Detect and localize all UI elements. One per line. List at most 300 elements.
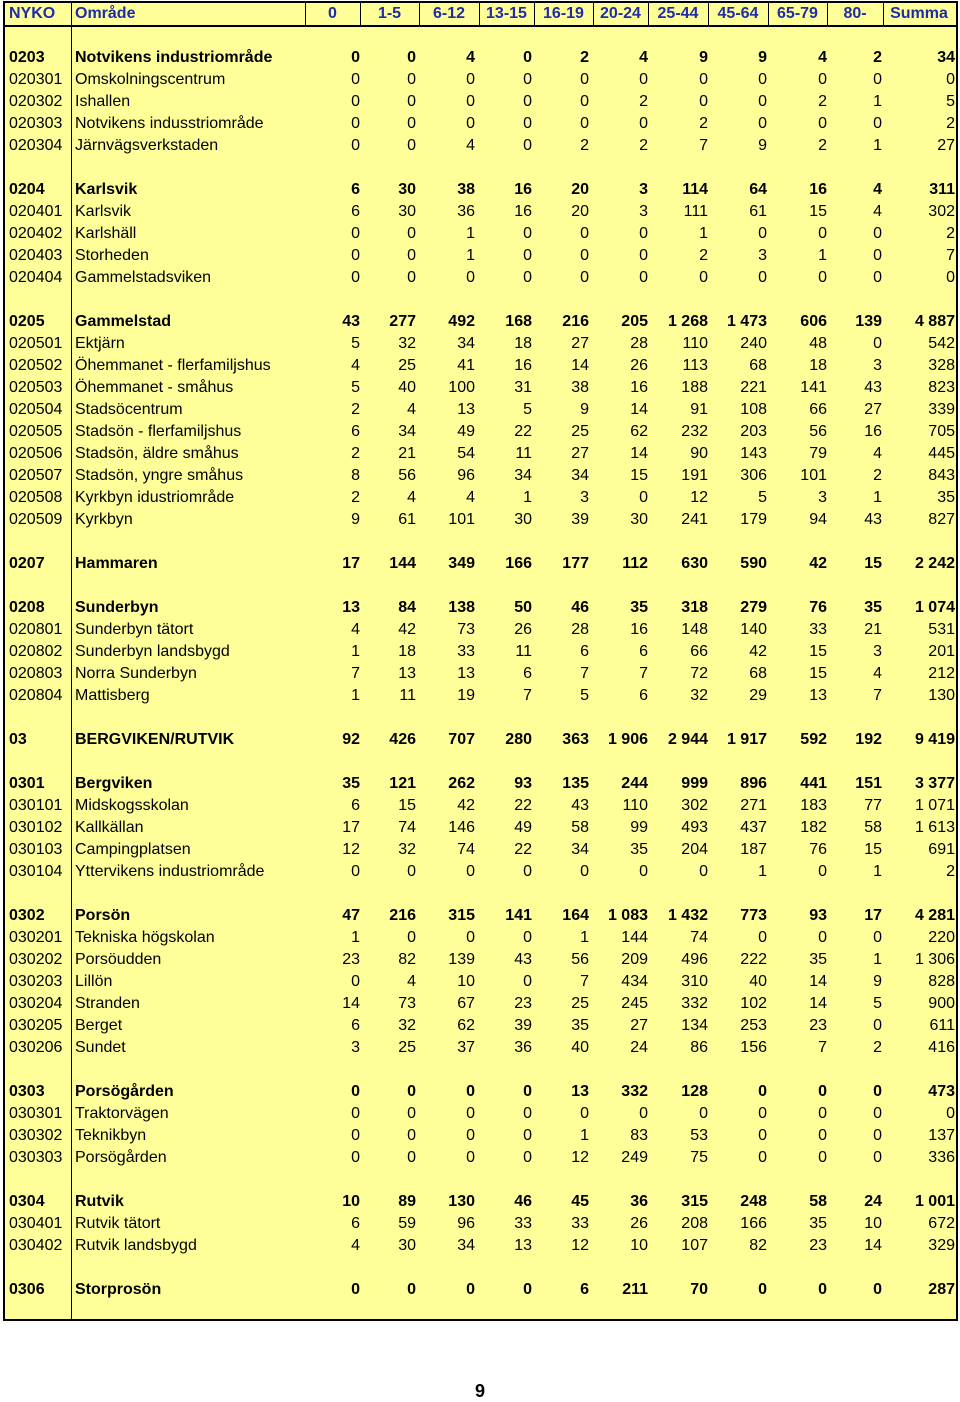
cell-omrade: Karlsvik [75, 203, 132, 220]
table-row [5, 971, 956, 993]
cell-omrade: Rutvik [75, 1193, 124, 1210]
cell-age-80: 151 [855, 775, 882, 792]
table-row [5, 69, 956, 91]
cell-age-16-19: 27 [571, 445, 589, 462]
cell-summa: 2 [946, 863, 955, 880]
cell-age-80: 3 [873, 357, 882, 374]
cell-age-1-5: 0 [407, 247, 416, 264]
table-row-total [5, 311, 956, 333]
cell-age-80: 0 [873, 335, 882, 352]
cell-age-1-5: 74 [398, 819, 416, 836]
table-row [5, 685, 956, 707]
cell-omrade: Notvikens industriområde [75, 49, 273, 66]
cell-nyko: 030301 [9, 1105, 63, 1122]
cell-age-16-19: 43 [571, 797, 589, 814]
cell-age-20-24: 1 083 [607, 907, 648, 924]
cell-age-20-24: 15 [630, 467, 648, 484]
cell-age-45-64: 773 [740, 907, 767, 924]
cell-age-65-79: 441 [800, 775, 827, 792]
cell-age-20-24: 332 [621, 1083, 648, 1100]
cell-age-20-24: 26 [630, 357, 648, 374]
table-row [5, 619, 956, 641]
cell-age-16-19: 28 [571, 621, 589, 638]
cell-age-6-12: 4 [466, 49, 475, 66]
cell-age-65-79: 14 [809, 973, 827, 990]
cell-age-16-19: 6 [580, 1281, 589, 1298]
cell-age-1-5: 59 [398, 1215, 416, 1232]
cell-age-1-5: 84 [398, 599, 416, 616]
cell-age-25-44: 630 [681, 555, 708, 572]
cell-age-20-24: 62 [630, 423, 648, 440]
cell-age-0: 0 [351, 973, 360, 990]
cell-age-45-64: 222 [740, 951, 767, 968]
cell-age-1-5: 30 [398, 181, 416, 198]
cell-age-45-64: 140 [740, 621, 767, 638]
cell-age-6-12: 0 [466, 1127, 475, 1144]
cell-age-25-44: 0 [699, 93, 708, 110]
cell-nyko: 030302 [9, 1127, 63, 1144]
cell-age-16-19: 0 [580, 115, 589, 132]
table-row [5, 663, 956, 685]
cell-nyko: 020501 [9, 335, 63, 352]
cell-age-1-5: 144 [389, 555, 416, 572]
cell-age-25-44: 0 [699, 863, 708, 880]
cell-age-80: 1 [873, 489, 882, 506]
cell-summa: 843 [928, 467, 955, 484]
cell-age-80: 5 [873, 995, 882, 1012]
cell-age-20-24: 205 [621, 313, 648, 330]
cell-age-13-15: 141 [505, 907, 532, 924]
cell-age-0: 6 [351, 181, 360, 198]
cell-age-6-12: 34 [457, 1237, 475, 1254]
cell-nyko: 020503 [9, 379, 63, 396]
cell-age-1-5: 0 [407, 93, 416, 110]
cell-omrade: Campingplatsen [75, 841, 191, 858]
table-row [5, 1103, 956, 1125]
cell-age-0: 10 [342, 1193, 360, 1210]
cell-age-25-44: 66 [690, 643, 708, 660]
cell-summa: 5 [946, 93, 955, 110]
cell-omrade: Karlsvik [75, 181, 138, 198]
cell-age-6-12: 139 [448, 951, 475, 968]
cell-age-20-24: 6 [639, 643, 648, 660]
table-row [5, 245, 956, 267]
cell-age-16-19: 135 [562, 775, 589, 792]
cell-age-16-19: 2 [580, 137, 589, 154]
cell-age-65-79: 183 [800, 797, 827, 814]
cell-age-25-44: 12 [690, 489, 708, 506]
cell-age-6-12: 0 [466, 115, 475, 132]
cell-age-80: 7 [873, 687, 882, 704]
cell-omrade: Porsögården [75, 1083, 174, 1100]
cell-age-1-5: 0 [407, 269, 416, 286]
cell-age-6-12: 0 [466, 71, 475, 88]
cell-age-65-79: 4 [818, 49, 827, 66]
cell-nyko: 020801 [9, 621, 63, 638]
cell-age-45-64: 143 [740, 445, 767, 462]
cell-age-13-15: 0 [523, 1105, 532, 1122]
cell-omrade: Omskolningscentrum [75, 71, 226, 88]
cell-age-20-24: 3 [639, 203, 648, 220]
cell-age-20-24: 2 [639, 93, 648, 110]
cell-age-6-12: 0 [466, 1105, 475, 1122]
cell-nyko: 0207 [9, 555, 45, 572]
cell-age-1-5: 32 [398, 335, 416, 352]
cell-omrade: Tekniska högskolan [75, 929, 215, 946]
header-divider [648, 3, 649, 25]
cell-age-1-5: 32 [398, 841, 416, 858]
cell-nyko: 0303 [9, 1083, 45, 1100]
cell-summa: 900 [928, 995, 955, 1012]
cell-age-1-5: 0 [407, 1127, 416, 1144]
cell-summa: 2 [946, 115, 955, 132]
cell-age-45-64: 68 [749, 665, 767, 682]
cell-age-1-5: 4 [407, 973, 416, 990]
cell-age-13-15: 13 [514, 1237, 532, 1254]
cell-age-13-15: 280 [505, 731, 532, 748]
cell-age-80: 139 [855, 313, 882, 330]
cell-omrade: Karlshäll [75, 225, 137, 242]
cell-nyko: 020302 [9, 93, 63, 110]
header-age-16-19: 16-19 [543, 5, 584, 22]
table-row [5, 861, 956, 883]
cell-omrade: Sundet [75, 1039, 126, 1056]
cell-age-13-15: 0 [523, 929, 532, 946]
cell-age-80: 0 [873, 247, 882, 264]
header-age-20-24: 20-24 [600, 5, 641, 22]
cell-age-6-12: 96 [457, 467, 475, 484]
cell-age-6-12: 13 [457, 665, 475, 682]
cell-age-80: 4 [873, 181, 882, 198]
cell-age-13-15: 30 [514, 511, 532, 528]
cell-age-6-12: 0 [466, 1281, 475, 1298]
table-row [5, 421, 956, 443]
cell-age-45-64: 68 [749, 357, 767, 374]
cell-age-20-24: 14 [630, 401, 648, 418]
cell-omrade: Gammelstad [75, 313, 172, 330]
cell-nyko: 020401 [9, 203, 63, 220]
cell-age-1-5: 30 [398, 1237, 416, 1254]
cell-age-25-44: 191 [681, 467, 708, 484]
cell-age-1-5: 0 [407, 115, 416, 132]
cell-nyko: 030402 [9, 1237, 63, 1254]
cell-age-0: 35 [342, 775, 360, 792]
cell-age-0: 47 [342, 907, 360, 924]
cell-nyko: 030102 [9, 819, 63, 836]
cell-summa: 311 [929, 181, 955, 198]
cell-age-20-24: 1 906 [607, 731, 648, 748]
cell-age-80: 77 [864, 797, 882, 814]
cell-nyko: 020404 [9, 269, 63, 286]
cell-nyko: 020804 [9, 687, 63, 704]
cell-age-65-79: 35 [809, 1215, 827, 1232]
cell-age-13-15: 33 [514, 1215, 532, 1232]
cell-age-45-64: 1 [758, 863, 767, 880]
cell-age-13-15: 22 [514, 841, 532, 858]
cell-age-0: 0 [351, 269, 360, 286]
cell-age-20-24: 4 [639, 49, 648, 66]
cell-age-0: 8 [351, 467, 360, 484]
cell-age-65-79: 0 [818, 1083, 827, 1100]
header-age-45-64: 45-64 [717, 5, 759, 22]
cell-age-20-24: 110 [622, 797, 648, 814]
cell-age-80: 27 [864, 401, 882, 418]
cell-age-65-79: 141 [800, 379, 827, 396]
table-row-total [5, 47, 956, 69]
table-row-total [5, 1191, 956, 1213]
cell-age-20-24: 211 [622, 1281, 648, 1298]
cell-age-45-64: 0 [758, 93, 767, 110]
cell-age-25-44: 318 [681, 599, 708, 616]
cell-age-25-44: 2 944 [667, 731, 708, 748]
cell-summa: 0 [946, 1105, 955, 1122]
cell-age-65-79: 48 [809, 335, 827, 352]
cell-age-16-19: 7 [580, 665, 589, 682]
cell-age-45-64: 0 [758, 1083, 767, 1100]
cell-nyko: 0204 [9, 181, 45, 198]
cell-age-0: 2 [351, 401, 360, 418]
cell-age-25-44: 32 [690, 687, 708, 704]
cell-age-20-24: 0 [639, 247, 648, 264]
cell-age-65-79: 101 [800, 467, 827, 484]
cell-age-25-44: 128 [681, 1083, 708, 1100]
cell-age-1-5: 13 [398, 665, 416, 682]
cell-age-0: 0 [351, 1083, 360, 1100]
cell-age-13-15: 22 [514, 797, 532, 814]
cell-age-45-64: 3 [758, 247, 767, 264]
cell-age-6-12: 49 [457, 423, 475, 440]
cell-age-13-15: 16 [514, 357, 532, 374]
cell-omrade: Stadsön, yngre småhus [75, 467, 244, 484]
cell-nyko: 030204 [9, 995, 63, 1012]
cell-age-20-24: 209 [621, 951, 648, 968]
cell-age-80: 16 [864, 423, 882, 440]
cell-nyko: 0301 [9, 775, 45, 792]
cell-nyko: 030201 [9, 929, 63, 946]
cell-summa: 542 [928, 335, 955, 352]
cell-age-6-12: 1 [466, 225, 475, 242]
cell-age-1-5: 25 [398, 1039, 416, 1056]
cell-age-6-12: 0 [466, 863, 475, 880]
cell-summa: 2 [946, 225, 955, 242]
cell-nyko: 020504 [9, 401, 63, 418]
cell-age-80: 15 [864, 555, 882, 572]
cell-age-0: 0 [351, 247, 360, 264]
cell-age-45-64: 9 [758, 49, 767, 66]
cell-age-16-19: 0 [580, 269, 589, 286]
cell-age-80: 15 [864, 841, 882, 858]
cell-age-13-15: 0 [523, 269, 532, 286]
cell-age-6-12: 96 [457, 1215, 475, 1232]
cell-summa: 445 [928, 445, 955, 462]
cell-omrade: Öhemmanet - flerfamiljshus [75, 357, 271, 374]
cell-age-0: 17 [342, 819, 360, 836]
cell-age-1-5: 426 [389, 731, 416, 748]
cell-omrade: Porsögården [75, 1149, 167, 1166]
cell-age-0: 92 [342, 731, 360, 748]
header-divider [360, 3, 361, 25]
cell-age-20-24: 24 [630, 1039, 648, 1056]
cell-omrade: Midskogsskolan [75, 797, 189, 814]
cell-age-20-24: 0 [639, 269, 648, 286]
cell-age-13-15: 34 [514, 467, 532, 484]
cell-age-6-12: 146 [448, 819, 475, 836]
cell-age-80: 2 [873, 49, 882, 66]
cell-age-80: 0 [873, 1281, 882, 1298]
cell-age-1-5: 25 [398, 357, 416, 374]
cell-nyko: 030104 [9, 863, 63, 880]
cell-age-25-44: 86 [690, 1039, 708, 1056]
cell-age-20-24: 0 [639, 71, 648, 88]
cell-age-45-64: 40 [749, 973, 767, 990]
cell-age-16-19: 58 [571, 819, 589, 836]
cell-age-45-64: 306 [740, 467, 767, 484]
cell-age-13-15: 11 [515, 445, 532, 462]
cell-age-65-79: 35 [809, 951, 827, 968]
cell-age-80: 4 [873, 665, 882, 682]
cell-summa: 2 242 [914, 555, 955, 572]
cell-age-20-24: 27 [630, 1017, 648, 1034]
cell-age-45-64: 896 [740, 775, 767, 792]
cell-age-0: 12 [342, 841, 360, 858]
cell-omrade: Rutvik landsbygd [75, 1237, 197, 1254]
cell-age-20-24: 0 [639, 115, 648, 132]
cell-age-20-24: 6 [639, 687, 648, 704]
cell-age-20-24: 83 [630, 1127, 648, 1144]
cell-age-20-24: 14 [630, 445, 648, 462]
cell-age-0: 4 [351, 1237, 360, 1254]
cell-age-6-12: 315 [448, 907, 475, 924]
cell-age-65-79: 42 [809, 555, 827, 572]
cell-age-0: 6 [351, 423, 360, 440]
cell-age-0: 4 [351, 357, 360, 374]
cell-age-25-44: 7 [699, 137, 708, 154]
cell-omrade: Gammelstadsviken [75, 269, 212, 286]
cell-age-65-79: 0 [818, 1127, 827, 1144]
cell-age-45-64: 0 [758, 225, 767, 242]
cell-age-25-44: 134 [681, 1017, 708, 1034]
cell-nyko: 0205 [9, 313, 45, 330]
cell-age-25-44: 241 [681, 511, 708, 528]
cell-age-0: 9 [351, 511, 360, 528]
cell-summa: 1 613 [914, 819, 955, 836]
cell-age-65-79: 0 [818, 1105, 827, 1122]
cell-age-0: 0 [351, 49, 360, 66]
cell-age-13-15: 7 [523, 687, 532, 704]
cell-age-25-44: 75 [690, 1149, 708, 1166]
cell-age-20-24: 0 [639, 1105, 648, 1122]
cell-age-16-19: 0 [580, 71, 589, 88]
cell-age-0: 0 [351, 71, 360, 88]
cell-age-80: 0 [873, 115, 882, 132]
cell-age-13-15: 5 [523, 401, 532, 418]
table-row-total [5, 553, 956, 575]
cell-age-16-19: 6 [580, 643, 589, 660]
cell-age-25-44: 107 [681, 1237, 708, 1254]
cell-age-65-79: 592 [800, 731, 827, 748]
cell-age-45-64: 0 [758, 1127, 767, 1144]
cell-age-65-79: 0 [818, 863, 827, 880]
cell-age-1-5: 0 [407, 137, 416, 154]
cell-age-13-15: 0 [523, 973, 532, 990]
cell-age-45-64: 82 [749, 1237, 767, 1254]
cell-nyko: 030203 [9, 973, 63, 990]
cell-age-16-19: 56 [571, 951, 589, 968]
cell-summa: 823 [928, 379, 955, 396]
cell-age-16-19: 177 [562, 555, 589, 572]
cell-age-80: 9 [873, 973, 882, 990]
cell-age-25-44: 208 [681, 1215, 708, 1232]
cell-age-45-64: 1 473 [726, 313, 767, 330]
cell-age-16-19: 3 [580, 489, 589, 506]
cell-age-13-15: 46 [514, 1193, 532, 1210]
cell-summa: 329 [928, 1237, 955, 1254]
cell-age-80: 2 [873, 467, 882, 484]
cell-age-65-79: 14 [809, 995, 827, 1012]
cell-age-45-64: 1 917 [726, 731, 767, 748]
table-row [5, 1235, 956, 1257]
cell-age-20-24: 249 [621, 1149, 648, 1166]
cell-age-6-12: 4 [466, 489, 475, 506]
cell-omrade: Stranden [75, 995, 140, 1012]
cell-age-16-19: 34 [571, 841, 589, 858]
cell-age-25-44: 0 [699, 71, 708, 88]
cell-age-13-15: 0 [523, 1083, 532, 1100]
table-row [5, 839, 956, 861]
table-row [5, 1125, 956, 1147]
cell-age-6-12: 349 [448, 555, 475, 572]
cell-age-6-12: 74 [457, 841, 475, 858]
cell-age-25-44: 70 [690, 1281, 708, 1298]
cell-age-65-79: 16 [809, 181, 827, 198]
cell-age-0: 6 [351, 797, 360, 814]
cell-age-80: 2 [873, 1039, 882, 1056]
cell-summa: 137 [928, 1127, 955, 1144]
cell-age-13-15: 0 [523, 49, 532, 66]
cell-age-16-19: 164 [562, 907, 589, 924]
cell-age-6-12: 0 [466, 93, 475, 110]
cell-age-45-64: 279 [740, 599, 767, 616]
cell-age-65-79: 0 [818, 1281, 827, 1298]
cell-age-25-44: 72 [690, 665, 708, 682]
table-row-total [5, 179, 956, 201]
cell-age-16-19: 2 [580, 49, 589, 66]
cell-age-0: 0 [351, 1105, 360, 1122]
cell-age-25-44: 999 [681, 775, 708, 792]
cell-age-45-64: 253 [740, 1017, 767, 1034]
cell-age-25-44: 114 [682, 181, 708, 198]
cell-age-80: 24 [864, 1193, 882, 1210]
cell-age-20-24: 7 [639, 665, 648, 682]
cell-nyko: 030101 [9, 797, 63, 814]
cell-age-80: 0 [873, 1105, 882, 1122]
cell-age-13-15: 26 [514, 621, 532, 638]
cell-age-65-79: 0 [818, 929, 827, 946]
cell-age-45-64: 102 [740, 995, 767, 1012]
cell-age-45-64: 179 [740, 511, 767, 528]
cell-age-1-5: 0 [407, 49, 416, 66]
table-row [5, 1037, 956, 1059]
cell-age-0: 17 [342, 555, 360, 572]
cell-age-80: 3 [873, 643, 882, 660]
cell-nyko: 020803 [9, 665, 63, 682]
cell-nyko: 020508 [9, 489, 63, 506]
cell-age-16-19: 7 [580, 973, 589, 990]
cell-age-6-12: 707 [448, 731, 475, 748]
cell-omrade: Sunderbyn tätort [75, 621, 194, 638]
cell-age-16-19: 39 [571, 511, 589, 528]
cell-age-16-19: 13 [571, 1083, 589, 1100]
